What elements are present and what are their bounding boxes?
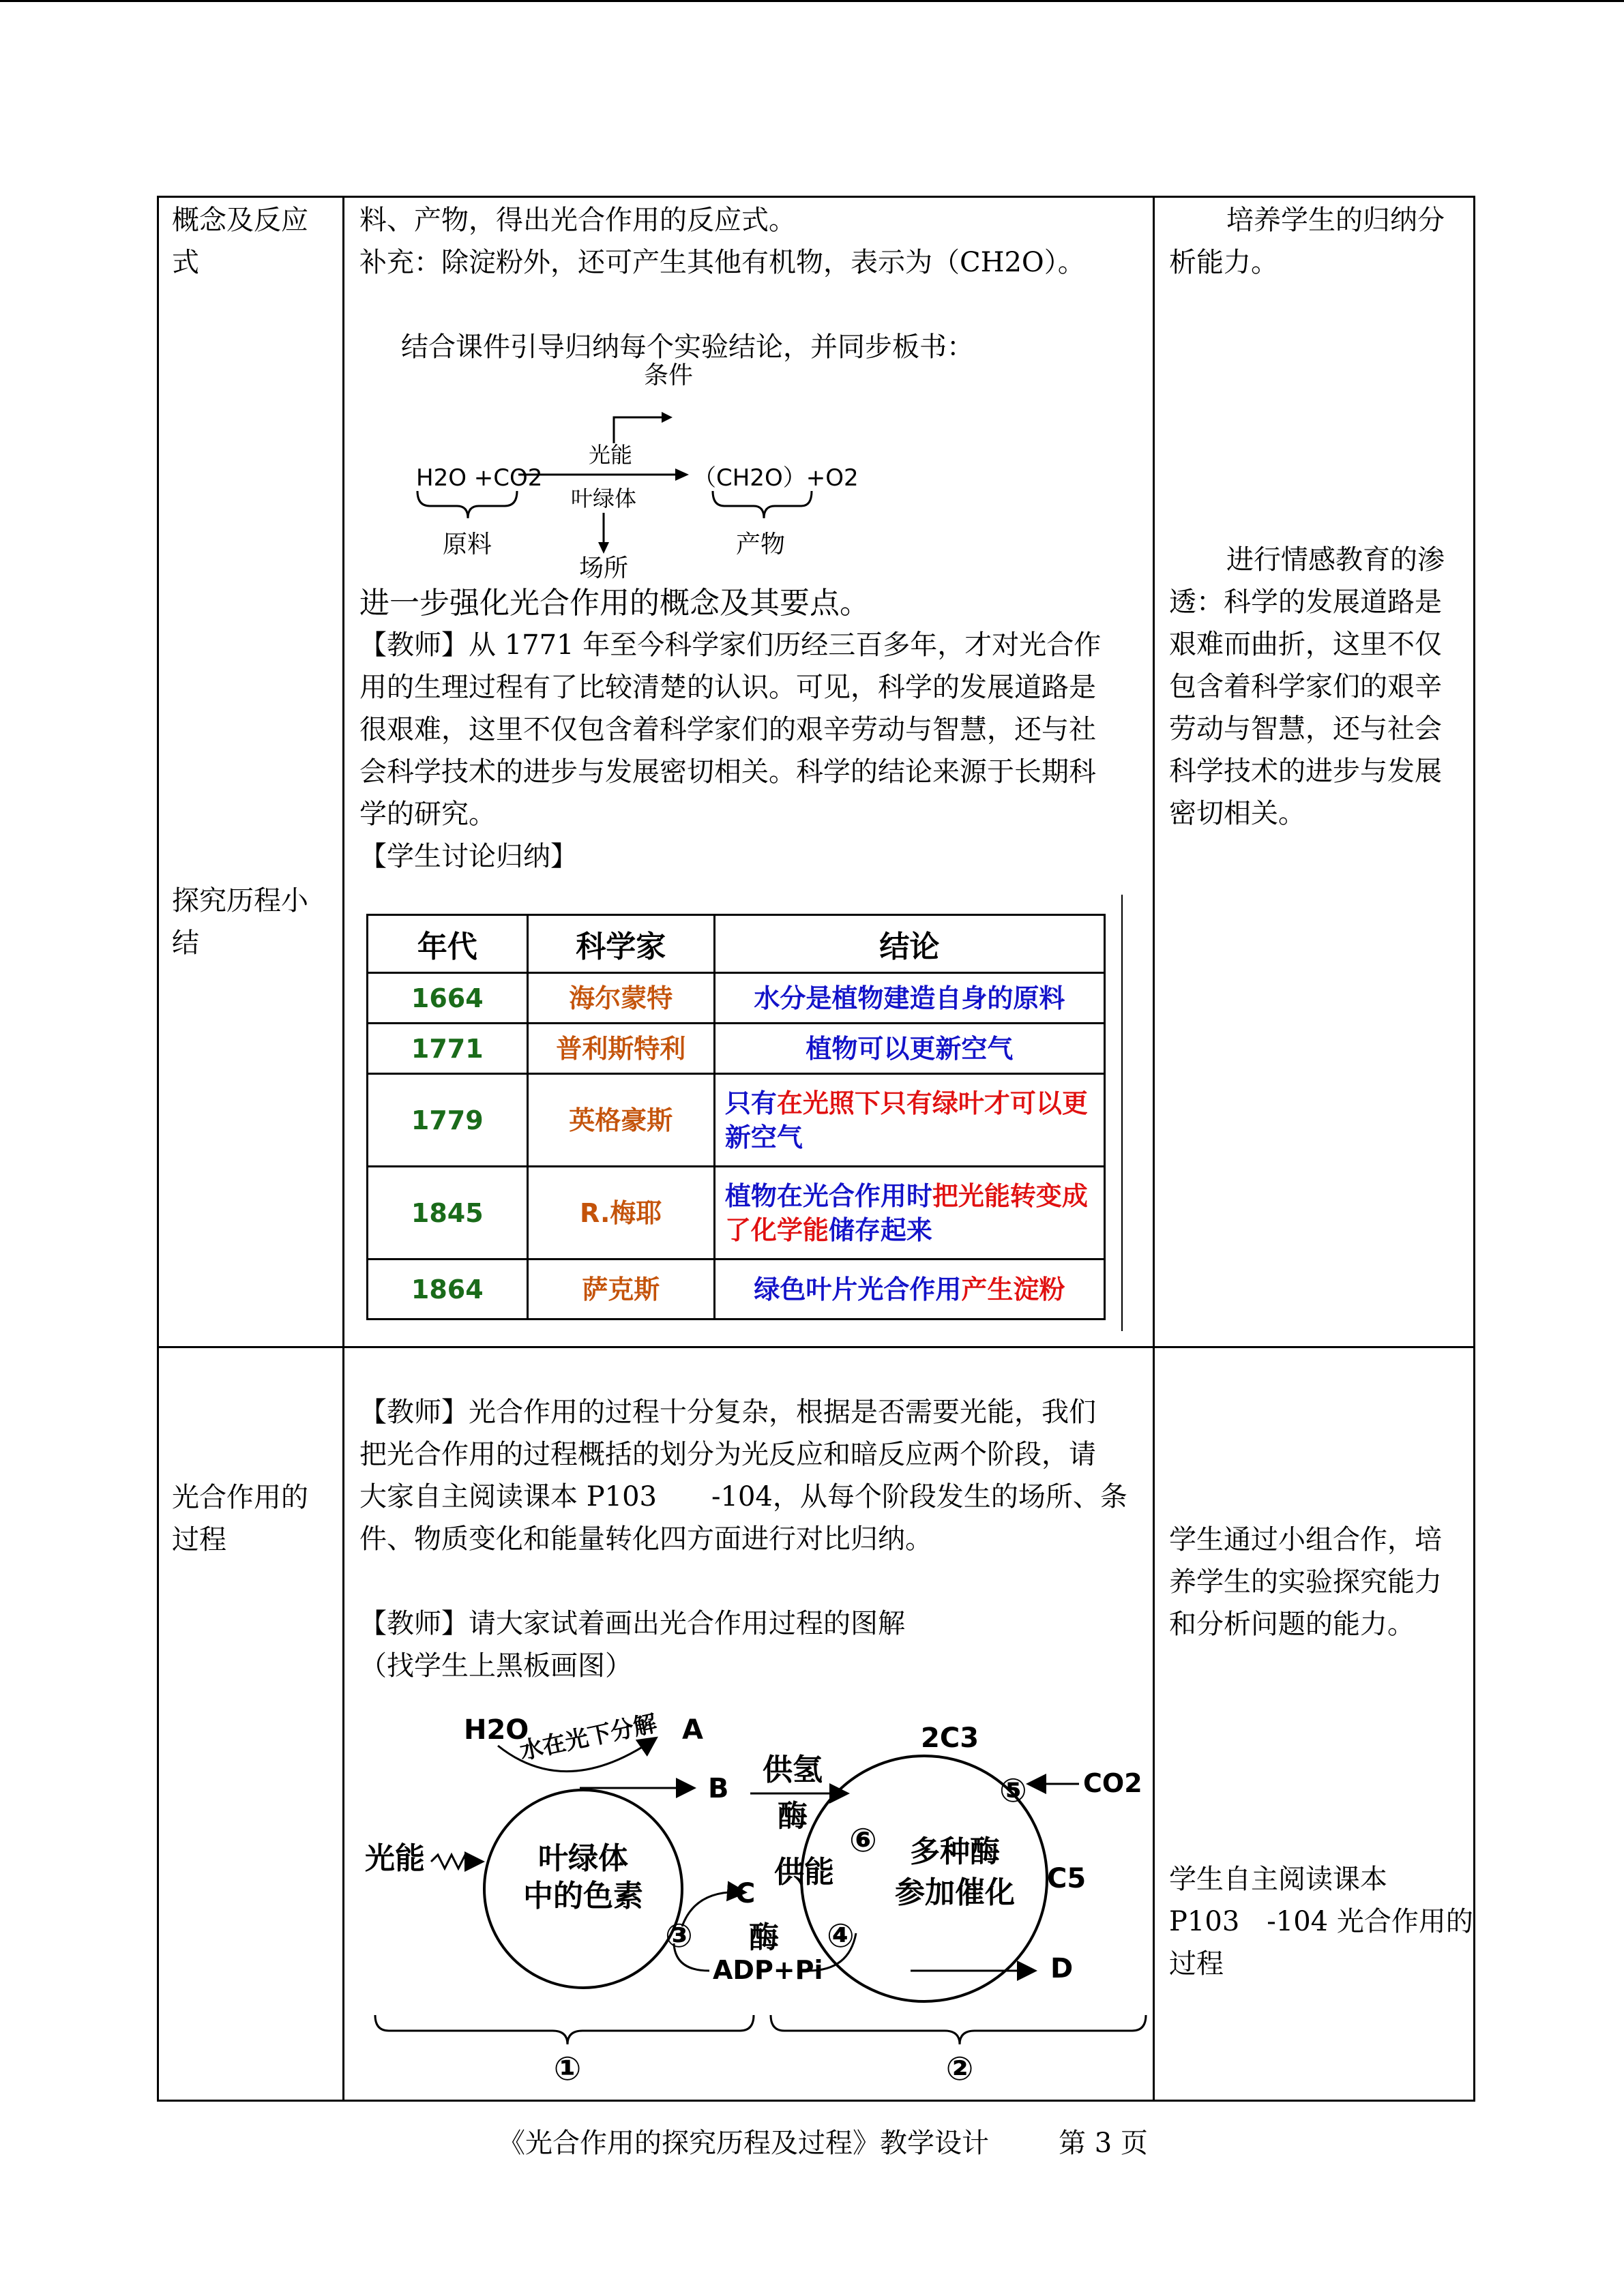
row2-teacher1-line-2: 把光合作用的过程概括的划分为光反应和暗反应两个阶段，请 xyxy=(359,1439,1096,1470)
page-top-border xyxy=(0,0,1624,2)
table-row xyxy=(368,1167,1105,1259)
dg-energy1: 供能 xyxy=(774,1855,834,1890)
photosynthesis-diagram xyxy=(355,1698,1153,2093)
eq-products: （CH2O）+O2 xyxy=(693,464,859,492)
row2-teacher1-line-1: 【教师】光合作用的过程十分复杂，根据是否需要光能，我们 xyxy=(359,1397,1096,1428)
dg-split: 水在光下分解 xyxy=(517,1710,660,1765)
conclusion-cell: 水分是植物建造自身的原料 xyxy=(714,973,1104,1024)
dg-n2: ② xyxy=(945,2050,974,2088)
dg-c5: C5 xyxy=(1047,1863,1087,1894)
conclusion-cell xyxy=(714,1259,1104,1320)
row1-label-d: 结 xyxy=(172,927,199,959)
dg-co2: CO2 xyxy=(1083,1768,1142,1798)
row1-teacher-line-2: 用的生理过程有了比较清楚的认识。可见，科学的发展道路是 xyxy=(359,672,1096,703)
eq-product-label: 产物 xyxy=(735,531,786,558)
row-divider xyxy=(157,1346,1475,1348)
row1-line4: 进一步强化光合作用的概念及其要点。 xyxy=(359,586,870,621)
dg-enzyme2: 参加催化 xyxy=(895,1875,1015,1910)
row1-right-b4: 包含着科学家们的艰辛 xyxy=(1169,671,1442,702)
row2-right-a3: 和分析问题的能力。 xyxy=(1169,1609,1415,1640)
row1-right-b6: 科学技术的进步与发展 xyxy=(1169,756,1442,787)
dg-d: D xyxy=(1050,1953,1074,1984)
row1-right-b5: 劳动与智慧，还与社会 xyxy=(1169,713,1442,745)
dg-n5: ⑤ xyxy=(999,1772,1027,1810)
scientist-cell: R.梅耶 xyxy=(527,1167,714,1259)
conclusion-part: 储存起来 xyxy=(828,1214,932,1245)
table-row xyxy=(368,1259,1105,1320)
row1-discussion: 【学生讨论归纳】 xyxy=(359,841,578,872)
row2-right-b2: P103 -104 光合作用的 xyxy=(1169,1906,1473,1937)
eq-condition: 条件 xyxy=(643,361,694,389)
dg-atp: ADP+Pi xyxy=(713,1955,823,1985)
conclusion-cell xyxy=(714,1074,1104,1167)
table-row xyxy=(368,1074,1105,1167)
eq-raw: 原料 xyxy=(442,531,492,558)
conclusion-part: 绿色叶片光合作用 xyxy=(754,1274,962,1304)
eq-place: 场所 xyxy=(578,554,629,582)
dg-n3: ③ xyxy=(665,1917,693,1955)
dg-energy2: 酶 xyxy=(749,1920,779,1955)
row1-right-b1: 进行情感教育的渗 xyxy=(1226,544,1445,576)
row1-right-b7: 密切相关。 xyxy=(1169,798,1305,829)
table-row xyxy=(368,1024,1105,1074)
col-divider-2 xyxy=(1153,196,1155,2102)
footer-title: 《光合作用的探究历程及过程》教学设计 xyxy=(498,2128,989,2159)
row1-line3: 结合课件引导归纳每个实验结论，并同步板书： xyxy=(401,331,974,363)
dg-c3: 2C3 xyxy=(921,1723,979,1754)
dg-light: 光能 xyxy=(365,1841,425,1876)
row1-label-c: 探究历程小 xyxy=(172,885,308,916)
dg-pigment2: 中的色素 xyxy=(523,1879,643,1913)
row2-right-b3: 过程 xyxy=(1169,1948,1224,1980)
row2-teacher2: 【教师】请大家试着画出光合作用过程的图解 xyxy=(359,1608,905,1639)
scientist-cell: 海尔蒙特 xyxy=(527,973,714,1024)
row2-right-a1: 学生通过小组合作，培 xyxy=(1169,1524,1442,1555)
table-row xyxy=(368,973,1105,1024)
row1-line2: 补充：除淀粉外，还可产生其他有机物，表示为（CH2O）。 xyxy=(359,247,1085,278)
row2-right-a2: 养学生的实验探究能力 xyxy=(1169,1566,1442,1598)
eq-light: 光能 xyxy=(588,442,633,468)
row1-line1: 料、产物，得出光合作用的反应式。 xyxy=(359,205,796,236)
reaction-equation xyxy=(402,355,880,586)
year-cell: 1664 xyxy=(368,973,528,1024)
row1-right-a2: 析能力。 xyxy=(1169,247,1278,278)
dg-enzyme1: 多种酶 xyxy=(910,1834,1000,1869)
row1-teacher-line-1: 【教师】从 1771 年至今科学家们历经三百多年，才对光合作 xyxy=(359,629,1102,661)
year-cell: 1845 xyxy=(368,1167,528,1259)
year-cell: 1771 xyxy=(368,1024,528,1074)
dg-b: B xyxy=(708,1773,729,1804)
header-conclusion: 结论 xyxy=(714,915,1104,973)
row1-right-b2: 透：科学的发展道路是 xyxy=(1169,586,1442,618)
conclusion-part: 在光照下只有绿叶才可以更 xyxy=(776,1088,1088,1118)
conclusion-part: 把光能转变成 xyxy=(932,1180,1088,1211)
year-cell: 1864 xyxy=(368,1259,528,1320)
row1-right-a1: 培养学生的归纳分 xyxy=(1226,205,1445,236)
row2-teacher3: （找学生上黑板画图） xyxy=(359,1650,632,1682)
dg-n1: ① xyxy=(553,2050,582,2088)
header-scientist: 科学家 xyxy=(527,915,714,973)
eq-chloro: 叶绿体 xyxy=(570,486,637,511)
dg-n4: ④ xyxy=(827,1917,855,1955)
table-side-line xyxy=(1121,895,1123,1331)
row2-label-b: 过程 xyxy=(172,1524,226,1555)
conclusion-cell: 植物可以更新空气 xyxy=(714,1024,1104,1074)
scientist-cell: 萨克斯 xyxy=(527,1259,714,1320)
dg-n6: ⑥ xyxy=(849,1821,877,1860)
dg-c: C xyxy=(735,1878,756,1909)
eq-reactants: H2O +CO2 xyxy=(416,464,543,492)
scientist-cell: 英格豪斯 xyxy=(527,1074,714,1167)
year-cell: 1779 xyxy=(368,1074,528,1167)
row1-teacher-line-3: 很艰难，这里不仅包含着科学家们的艰辛劳动与智慧，还与社 xyxy=(359,714,1096,745)
col-divider-1 xyxy=(342,196,344,2102)
row2-right-b1: 学生自主阅读课本 xyxy=(1169,1864,1387,1895)
row1-teacher-line-4: 会科学技术的进步与发展密切相关。科学的结论来源于长期科 xyxy=(359,756,1096,788)
conclusion-part: 植物在光合作用时 xyxy=(724,1180,932,1211)
dg-h2o: H2O xyxy=(464,1714,529,1746)
row1-label-a: 概念及反应 xyxy=(172,205,308,236)
footer-page-number: 第 3 页 xyxy=(1059,2128,1148,2159)
row1-teacher-line-5: 学的研究。 xyxy=(359,799,496,830)
conclusion-part: 只有 xyxy=(724,1088,777,1118)
dg-a: A xyxy=(682,1714,703,1746)
scientists-table xyxy=(366,914,1106,1320)
row1-right-b3: 艰难而曲折，这里不仅 xyxy=(1169,629,1442,660)
conclusion-cell xyxy=(714,1167,1104,1259)
conclusion-part: 了化学能 xyxy=(724,1214,829,1245)
row2-teacher1-line-3: 大家自主阅读课本 P103 -104，从每个阶段发生的场所、条 xyxy=(359,1481,1127,1512)
header-year: 年代 xyxy=(368,915,528,973)
row2-teacher1-line-4: 件、物质变化和能量转化四方面进行对比归纳。 xyxy=(359,1523,932,1555)
dg-hydrogen1: 供氢 xyxy=(763,1753,823,1787)
conclusion-part: 新空气 xyxy=(724,1122,803,1152)
row2-label-a: 光合作用的 xyxy=(172,1482,308,1513)
dg-hydrogen2: 酶 xyxy=(778,1799,808,1834)
dg-pigment1: 叶绿体 xyxy=(538,1841,628,1876)
scientist-cell: 普利斯特利 xyxy=(527,1024,714,1074)
conclusion-part: 产生淀粉 xyxy=(961,1274,1065,1304)
row1-label-b: 式 xyxy=(172,247,199,278)
